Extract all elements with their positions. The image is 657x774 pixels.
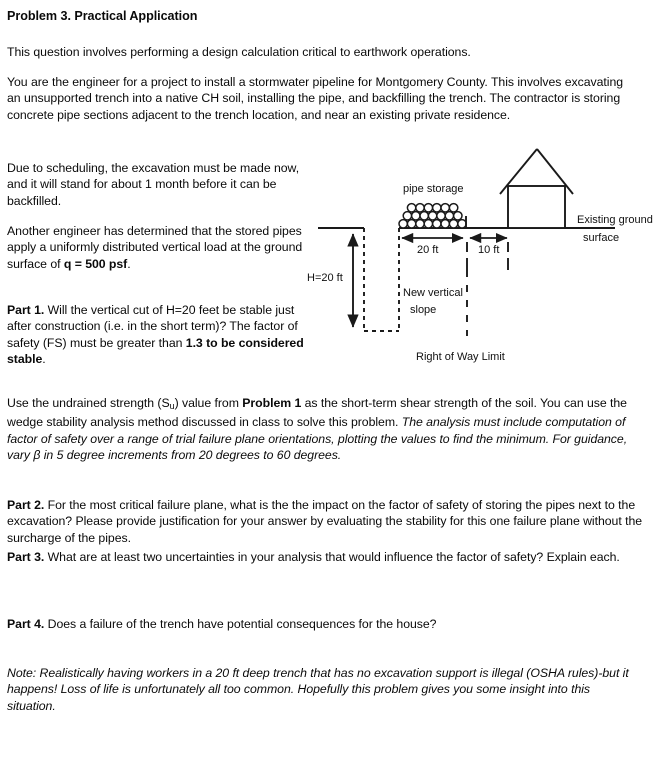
load-text-post: . <box>127 256 131 271</box>
pipe-circle <box>433 204 441 212</box>
undrained-problem-ref: Problem 1 <box>242 396 302 410</box>
pipe-circle <box>433 220 441 228</box>
existing-ground-label-line1: Existing ground <box>577 214 653 226</box>
undrained-mid: ) value from <box>174 396 243 410</box>
part1-paragraph <box>7 302 312 368</box>
page-title: Problem 3. Practical Application <box>7 9 198 23</box>
project-paragraph: You are the engineer for a project to install a stormwater pipeline for Montgomery County. This involves excavating an unsupported trench into a native CH soil, installing the pipe, and backfilling the trench. The contractor is storing concrete pipe sections adjacent to the trench location, and near an existing private residence. <box>7 75 624 122</box>
undrained-pre: Use the undrained strength (S <box>7 396 170 410</box>
undrained-subscript: u <box>169 400 175 411</box>
pipe-circle <box>412 212 420 220</box>
undrained-italic-guidance: The analysis must include computation of factor of safety over a range of trial failure plane orientations, plotting the values to find the minimum. For guidance, vary β in 5 degree increments from 20 degrees to 60 degrees. <box>7 415 628 463</box>
pipe-circle <box>449 220 457 228</box>
schedule-paragraph: Due to scheduling, the excavation must be made now, and it will stand for about 1 month before it can be backfilled. <box>7 161 300 208</box>
house-body <box>508 186 565 228</box>
dim-20ft-label: 20 ft <box>417 244 439 256</box>
pipe-circle <box>454 212 462 220</box>
part2-paragraph <box>7 497 644 546</box>
pipe-circle <box>437 212 445 220</box>
intro-paragraph: This question involves performing a design calculation critical to earthwork operations. <box>7 45 471 59</box>
undrained-paragraph <box>7 395 639 464</box>
part4-label: Part 4. <box>7 617 45 631</box>
part2-label: Part 2. <box>7 498 45 512</box>
load-value-bold: q = 500 psf <box>63 256 128 271</box>
part1-text: Will the vertical cut of H=20 feet be stable just after construction (i.e. in the short term)? The factor of safety (FS) must be greater than <box>7 303 298 350</box>
undrained-post: as the short-term shear strength of the soil. You can use the wedge stability analysis method discussed in class to solve this problem. <box>7 396 627 430</box>
load-text-pre: Another engineer has determined that the stored pipes apply a uniformly distributed vertical load at the ground surface of <box>7 224 303 271</box>
part4-paragraph <box>7 616 627 632</box>
existing-ground-label-line2: surface <box>583 232 620 244</box>
pipe-circle <box>441 204 449 212</box>
new-vertical-slope-label-line2: slope <box>410 304 437 316</box>
part1-bold-tail: 1.3 to be considered stable <box>7 335 304 367</box>
note-paragraph: Note: Realistically having workers in a 20 ft deep trench that has no excavation support is illegal (OSHA rules)-but it happens! Loss of life is unfortunately all too common. Hopefully this problem gives you some insight into this situation. <box>7 666 629 713</box>
trench-excavation-diagram <box>300 138 657 378</box>
part2-text: For the most critical failure plane, what is the the impact on the factor of safety of storing the pipes next to the excavation? Please provide justification for your answer by evaluating the stability for this one failure plane without the surcharge of the pipes. <box>7 498 643 545</box>
pipe-circle <box>424 220 432 228</box>
pipe-circle <box>407 220 415 228</box>
pipe-circle <box>416 220 424 228</box>
pipe-circle <box>407 204 415 212</box>
new-vertical-slope-label-line1: New vertical <box>403 287 463 299</box>
part1-label: Part 1. <box>7 303 45 317</box>
pipe-circle <box>403 212 411 220</box>
part1-period: . <box>42 352 46 367</box>
right-of-way-label: Right of Way Limit <box>416 351 505 363</box>
part3-paragraph <box>7 549 627 565</box>
pipe-circle <box>428 212 436 220</box>
pipe-circle <box>449 204 457 212</box>
pipe-circle <box>441 220 449 228</box>
dim-10ft-label: 10 ft <box>478 244 500 256</box>
pipe-circle <box>416 204 424 212</box>
height-dimension-label: H=20 ft <box>307 272 343 284</box>
pipe-circle <box>420 212 428 220</box>
pipe-circle <box>445 212 453 220</box>
part4-text: Does a failure of the trench have potential consequences for the house? <box>44 617 437 631</box>
load-paragraph <box>7 223 312 272</box>
pipe-circle <box>399 220 407 228</box>
pipe-circle <box>424 204 432 212</box>
pipe-storage-label: pipe storage <box>403 183 464 195</box>
pipe-circle <box>458 220 466 228</box>
part3-text: What are at least two uncertainties in your analysis that would influence the factor of safety? Explain each. <box>44 550 620 564</box>
pipe-stack <box>399 204 466 228</box>
house <box>500 149 573 228</box>
part3-label: Part 3. <box>7 550 45 564</box>
